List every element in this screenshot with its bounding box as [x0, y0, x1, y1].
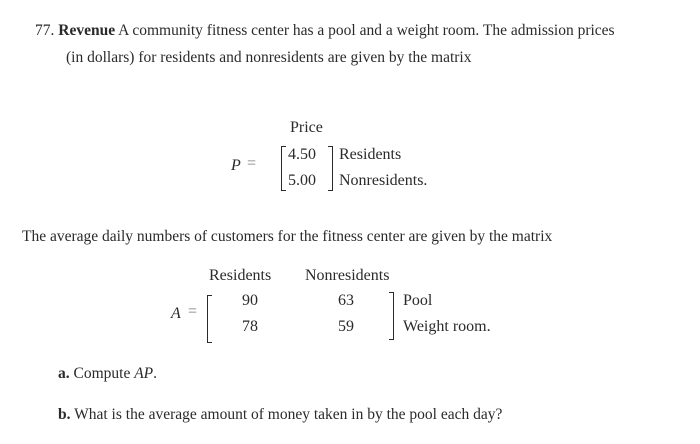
part-b-label: b. — [58, 406, 71, 423]
part-b-text: What is the average amount of money taken in by the pool each day? — [74, 406, 503, 423]
matrix-p-equals: = — [247, 155, 257, 172]
problem-statement-line1 — [35, 21, 615, 41]
problem-number: 77. — [35, 22, 55, 39]
part-b — [58, 405, 502, 425]
matrix-a-name: A — [171, 305, 181, 322]
middle-text: The average daily numbers of customers for the fitness center are given by the matrix — [22, 228, 553, 245]
matrix-p-right-bracket — [328, 146, 333, 191]
matrix-a-row-label-weight-room: Weight room. — [403, 318, 491, 335]
matrix-a-left-bracket — [207, 295, 212, 343]
matrix-a-row-label-pool: Pool — [403, 292, 433, 309]
matrix-a-column-header-nonresidents: Nonresidents — [305, 267, 390, 284]
matrix-p-value-residents: 4.50 — [288, 146, 316, 163]
matrix-p-row-label-nonresidents: Nonresidents. — [339, 172, 428, 189]
matrix-p-column-header: Price — [290, 119, 323, 136]
part-a-label: a. — [58, 365, 70, 382]
matrix-a-column-header-residents: Residents — [209, 267, 272, 284]
matrix-a-cell-pool-nonresidents: 63 — [338, 292, 354, 309]
matrix-a-right-bracket — [389, 292, 394, 340]
matrix-p-name: P — [231, 157, 241, 174]
matrix-a-cell-weight-residents: 78 — [242, 318, 258, 335]
matrix-p-left-bracket — [281, 146, 286, 191]
part-a-end: . — [153, 365, 158, 382]
part-a — [58, 364, 157, 384]
matrix-a-cell-pool-residents: 90 — [242, 292, 258, 309]
problem-intro-line1: A community fitness center has a pool and a weight room. The admission prices — [118, 22, 615, 39]
part-a-text: Compute — [73, 365, 135, 382]
problem-intro-line2: (in dollars) for residents and nonresidents are given by the matrix — [66, 49, 472, 66]
matrix-p-row-label-residents: Residents — [339, 146, 402, 163]
matrix-a-cell-weight-nonresidents: 59 — [338, 318, 354, 335]
part-a-math: AP — [134, 365, 154, 382]
problem-title: Revenue — [58, 22, 116, 39]
matrix-a-equals: = — [188, 303, 198, 320]
matrix-p-value-nonresidents: 5.00 — [288, 172, 316, 189]
